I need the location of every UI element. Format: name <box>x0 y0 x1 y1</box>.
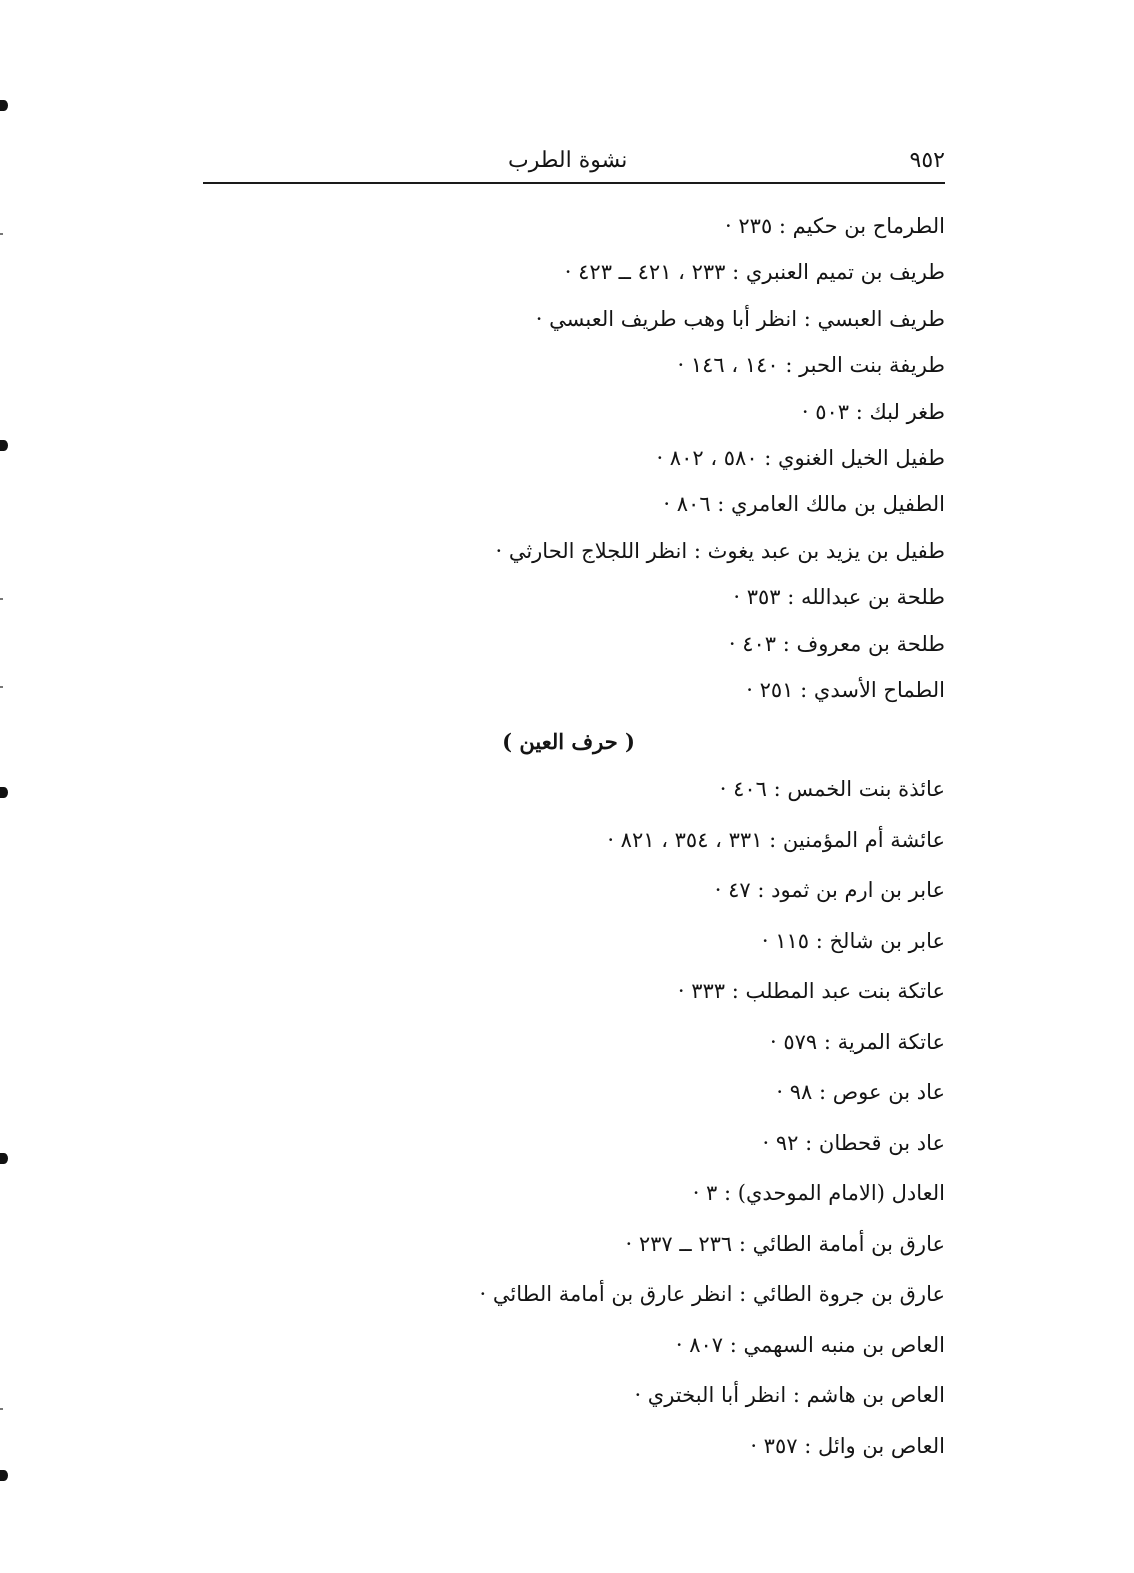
binding-mark <box>0 1153 8 1164</box>
section-heading: ( حرف العين ) <box>502 729 635 754</box>
binding-mark <box>0 787 8 798</box>
index-entries-ain <box>405 764 945 1471</box>
index-entry: عابر بن ارم بن ثمود : ٤٧ · <box>714 878 945 902</box>
index-entry: طريف بن تميم العنبري : ٢٣٣ ، ٤٢١ ــ ٤٢٣ · <box>564 260 945 285</box>
index-entry: طغر لبك : ٥٠٣ · <box>801 399 945 424</box>
edge-tick <box>0 1408 3 1410</box>
index-entry: الطماح الأسدي : ٢٥١ · <box>746 677 945 702</box>
section-heading-block <box>405 718 945 766</box>
index-entries-ta <box>405 203 945 713</box>
edge-tick <box>0 233 3 235</box>
index-entry: عاتكة بنت عبد المطلب : ٣٣٣ · <box>677 979 945 1003</box>
index-entry: العاص بن هاشم : انظر أبا البختري · <box>634 1383 945 1407</box>
page-number: ٩٥٢ <box>909 148 945 173</box>
index-entry: الطفيل بن مالك العامري : ٨٠٦ · <box>663 492 945 517</box>
index-entry: عاتكة المرية : ٥٧٩ · <box>770 1029 945 1054</box>
edge-tick <box>0 598 3 600</box>
index-entry: طلحة بن عبدالله : ٣٥٣ · <box>733 585 945 610</box>
index-entry: طلحة بن معروف : ٤٠٣ · <box>728 631 945 656</box>
index-entry: عارق بن أمامة الطائي : ٢٣٦ ــ ٢٣٧ · <box>625 1231 945 1256</box>
binding-mark <box>0 100 8 111</box>
index-entry: عائشة أم المؤمنين : ٣٣١ ، ٣٥٤ ، ٨٢١ · <box>607 827 945 852</box>
index-entry: عاد بن عوص : ٩٨ · <box>776 1080 945 1104</box>
index-entry: عائذة بنت الخمس : ٤٠٦ · <box>719 777 945 801</box>
index-entry: طفيل بن يزيد بن عبد يغوث : انظر اللجلاج الحارثي · <box>495 538 945 563</box>
index-entry: طريف العبسي : انظر أبا وهب طريف العبسي · <box>535 306 945 331</box>
index-entry: طفيل الخيل الغنوي : ٥٨٠ ، ٨٠٢ · <box>656 445 945 470</box>
binding-mark <box>0 440 8 451</box>
index-entry: طريفة بنت الحبر : ١٤٠ ، ١٤٦ · <box>677 353 945 378</box>
index-entry: عابر بن شالخ : ١١٥ · <box>761 928 945 953</box>
page-header <box>203 148 945 184</box>
index-entry: عارق بن جروة الطائي : انظر عارق بن أمامة الطائي · <box>479 1282 945 1306</box>
binding-mark <box>0 1470 8 1481</box>
index-entry: العاص بن منبه السهمي : ٨٠٧ · <box>675 1332 945 1357</box>
index-entry: العادل (الامام الموحدي) : ٣ · <box>692 1181 945 1205</box>
index-entry: الطرماح بن حكيم : ٢٣٥ · <box>725 214 945 238</box>
index-entry: عاد بن قحطان : ٩٢ · <box>762 1130 945 1155</box>
index-entry: العاص بن وائل : ٣٥٧ · <box>750 1433 945 1458</box>
edge-tick <box>0 686 3 688</box>
running-title: نشوة الطرب <box>508 148 628 173</box>
